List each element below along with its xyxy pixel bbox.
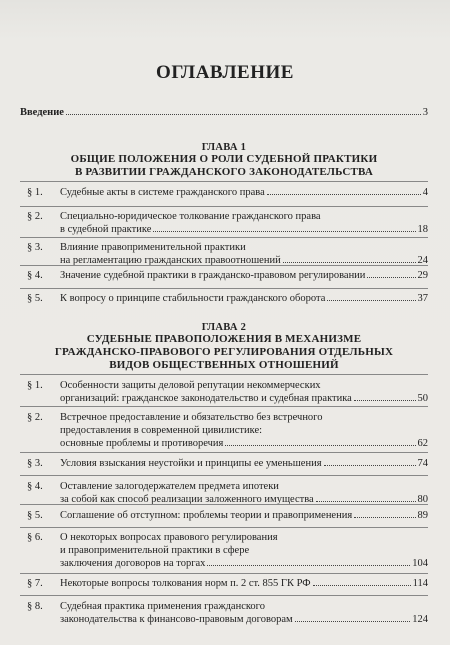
section-title: Оставление залогодержателем предмета ипотеки bbox=[60, 481, 279, 492]
chapter-2-heading bbox=[20, 322, 428, 372]
page-number: 104 bbox=[412, 558, 428, 569]
divider bbox=[20, 265, 428, 266]
divider bbox=[20, 504, 428, 505]
section-title: Соглашение об отступном: проблемы теории и правоприменения bbox=[60, 510, 353, 521]
section-number: § 2. bbox=[27, 412, 43, 423]
section-title: Судебные акты в системе гражданского права bbox=[60, 187, 265, 198]
dot-leader bbox=[354, 517, 415, 518]
section-number: § 8. bbox=[27, 601, 43, 612]
section-number: § 1. bbox=[27, 187, 43, 198]
section-title: Особенности защиты деловой репутации некоммерческих bbox=[60, 380, 321, 391]
dot-leader bbox=[283, 262, 416, 263]
dot-leader bbox=[153, 231, 415, 232]
toc-entry-ch2-s6[interactable] bbox=[20, 531, 428, 570]
section-title: за собой как способ реализации заложенного имущества bbox=[60, 494, 314, 505]
divider bbox=[20, 595, 428, 596]
section-title: и правоприменительной практики в сфере bbox=[60, 545, 250, 556]
page-number: 89 bbox=[417, 510, 428, 521]
section-number: § 1. bbox=[27, 380, 43, 391]
section-title: Некоторые вопросы толкования норм п. 2 ст. 855 ГК РФ bbox=[60, 578, 311, 589]
chapter-title-line: В РАЗВИТИИ ГРАЖДАНСКОГО ЗАКОНОДАТЕЛЬСТВА bbox=[74, 166, 374, 178]
section-title: Встречное предоставление и обязательство без встречного bbox=[60, 412, 323, 423]
section-number: § 3. bbox=[27, 242, 43, 253]
divider bbox=[20, 288, 428, 289]
section-number: § 5. bbox=[27, 293, 43, 304]
toc-entry-ch2-s3[interactable] bbox=[20, 457, 428, 470]
page-number: 50 bbox=[417, 393, 428, 404]
section-title: Условия взыскания неустойки и принципы ее уменьшения bbox=[60, 458, 322, 469]
chapter-1-heading bbox=[20, 142, 428, 179]
divider bbox=[20, 452, 428, 453]
dot-leader bbox=[207, 565, 410, 566]
dot-leader bbox=[267, 194, 421, 195]
bleed-through-text bbox=[14, 0, 444, 60]
divider bbox=[20, 475, 428, 476]
dot-leader bbox=[316, 501, 416, 502]
dot-leader bbox=[367, 277, 415, 278]
section-number: § 4. bbox=[27, 270, 43, 281]
section-number: § 4. bbox=[27, 481, 43, 492]
section-title: Специально-юридическое толкование гражданского права bbox=[60, 211, 321, 222]
toc-entry-ch1-s3[interactable] bbox=[20, 241, 428, 267]
dot-leader bbox=[295, 621, 411, 622]
page-number: 3 bbox=[422, 107, 428, 118]
toc-entry-ch2-s2[interactable] bbox=[20, 411, 428, 450]
section-title: Судебная практика применения гражданского bbox=[60, 601, 265, 612]
divider bbox=[20, 374, 428, 375]
section-title: организаций: гражданское законодательство и судебная практика bbox=[60, 393, 352, 404]
intro-label: Введение bbox=[20, 107, 64, 118]
toc-entry-ch1-s4[interactable] bbox=[20, 269, 428, 282]
section-title: на регламентацию гражданских правоотношений bbox=[60, 255, 281, 266]
dot-leader bbox=[225, 445, 415, 446]
divider bbox=[20, 573, 428, 574]
section-title: предоставления в современной цивилистике: bbox=[60, 425, 263, 436]
chapter-label: ГЛАВА 1 bbox=[201, 142, 247, 153]
chapter-title-line: ГРАЖДАНСКО-ПРАВОВОГО РЕГУЛИРОВАНИЯ ОТДЕЛЬНЫХ bbox=[54, 346, 394, 358]
divider bbox=[20, 181, 428, 182]
section-title: Влияние правоприменительной практики bbox=[60, 242, 246, 253]
toc-entry-ch2-s8[interactable] bbox=[20, 600, 428, 626]
page-number: 74 bbox=[417, 458, 428, 469]
toc-entry-ch1-s1[interactable] bbox=[20, 186, 428, 199]
page-number: 124 bbox=[412, 614, 428, 625]
page-number: 29 bbox=[417, 270, 428, 281]
section-title: в судебной практике bbox=[60, 224, 152, 235]
section-title: К вопросу о принципе стабильности гражданского оборота bbox=[60, 293, 326, 304]
divider bbox=[20, 406, 428, 407]
divider bbox=[20, 527, 428, 528]
dot-leader bbox=[354, 400, 416, 401]
page-number: 24 bbox=[417, 255, 428, 266]
section-number: § 3. bbox=[27, 458, 43, 469]
dot-leader bbox=[66, 114, 421, 115]
toc-entry-intro[interactable] bbox=[20, 107, 428, 118]
toc-title: ОГЛАВЛЕНИЕ bbox=[156, 62, 294, 83]
section-title: Значение судебной практики в гражданско-правовом регулировании bbox=[60, 270, 366, 281]
section-number: § 7. bbox=[27, 578, 43, 589]
page-number: 18 bbox=[417, 224, 428, 235]
toc-entry-ch1-s5[interactable] bbox=[20, 292, 428, 305]
toc-entry-ch2-s7[interactable] bbox=[20, 577, 428, 590]
toc-entry-ch1-s2[interactable] bbox=[20, 210, 428, 236]
dot-leader bbox=[313, 585, 411, 586]
chapter-label: ГЛАВА 2 bbox=[201, 322, 247, 333]
chapter-title-line: ВИДОВ ОБЩЕСТВЕННЫХ ОТНОШЕНИЙ bbox=[109, 359, 339, 371]
dot-leader bbox=[327, 300, 415, 301]
toc-entry-ch2-s1[interactable] bbox=[20, 379, 428, 405]
section-title: основные проблемы и противоречия bbox=[60, 438, 224, 449]
divider bbox=[20, 237, 428, 238]
section-number: § 2. bbox=[27, 211, 43, 222]
section-title: О некоторых вопросах правового регулирования bbox=[60, 532, 278, 543]
chapter-title-line: СУДЕБНЫЕ ПРАВОПОЛОЖЕНИЯ В МЕХАНИЗМЕ bbox=[86, 333, 362, 345]
section-title: законодательства к финансово-правовым договорам bbox=[60, 614, 293, 625]
divider bbox=[20, 206, 428, 207]
page-number: 37 bbox=[417, 293, 428, 304]
section-number: § 5. bbox=[27, 510, 43, 521]
section-title: заключения договоров на торгах bbox=[60, 558, 206, 569]
toc-entry-ch2-s5[interactable] bbox=[20, 509, 428, 522]
toc-entry-ch2-s4[interactable] bbox=[20, 480, 428, 506]
page-number: 114 bbox=[412, 578, 428, 589]
page-number: 4 bbox=[422, 187, 428, 198]
section-number: § 6. bbox=[27, 532, 43, 543]
page-number: 62 bbox=[417, 438, 428, 449]
dot-leader bbox=[324, 465, 416, 466]
page-number: 80 bbox=[417, 494, 428, 505]
chapter-title-line: ОБЩИЕ ПОЛОЖЕНИЯ О РОЛИ СУДЕБНОЙ ПРАКТИКИ bbox=[70, 153, 378, 165]
